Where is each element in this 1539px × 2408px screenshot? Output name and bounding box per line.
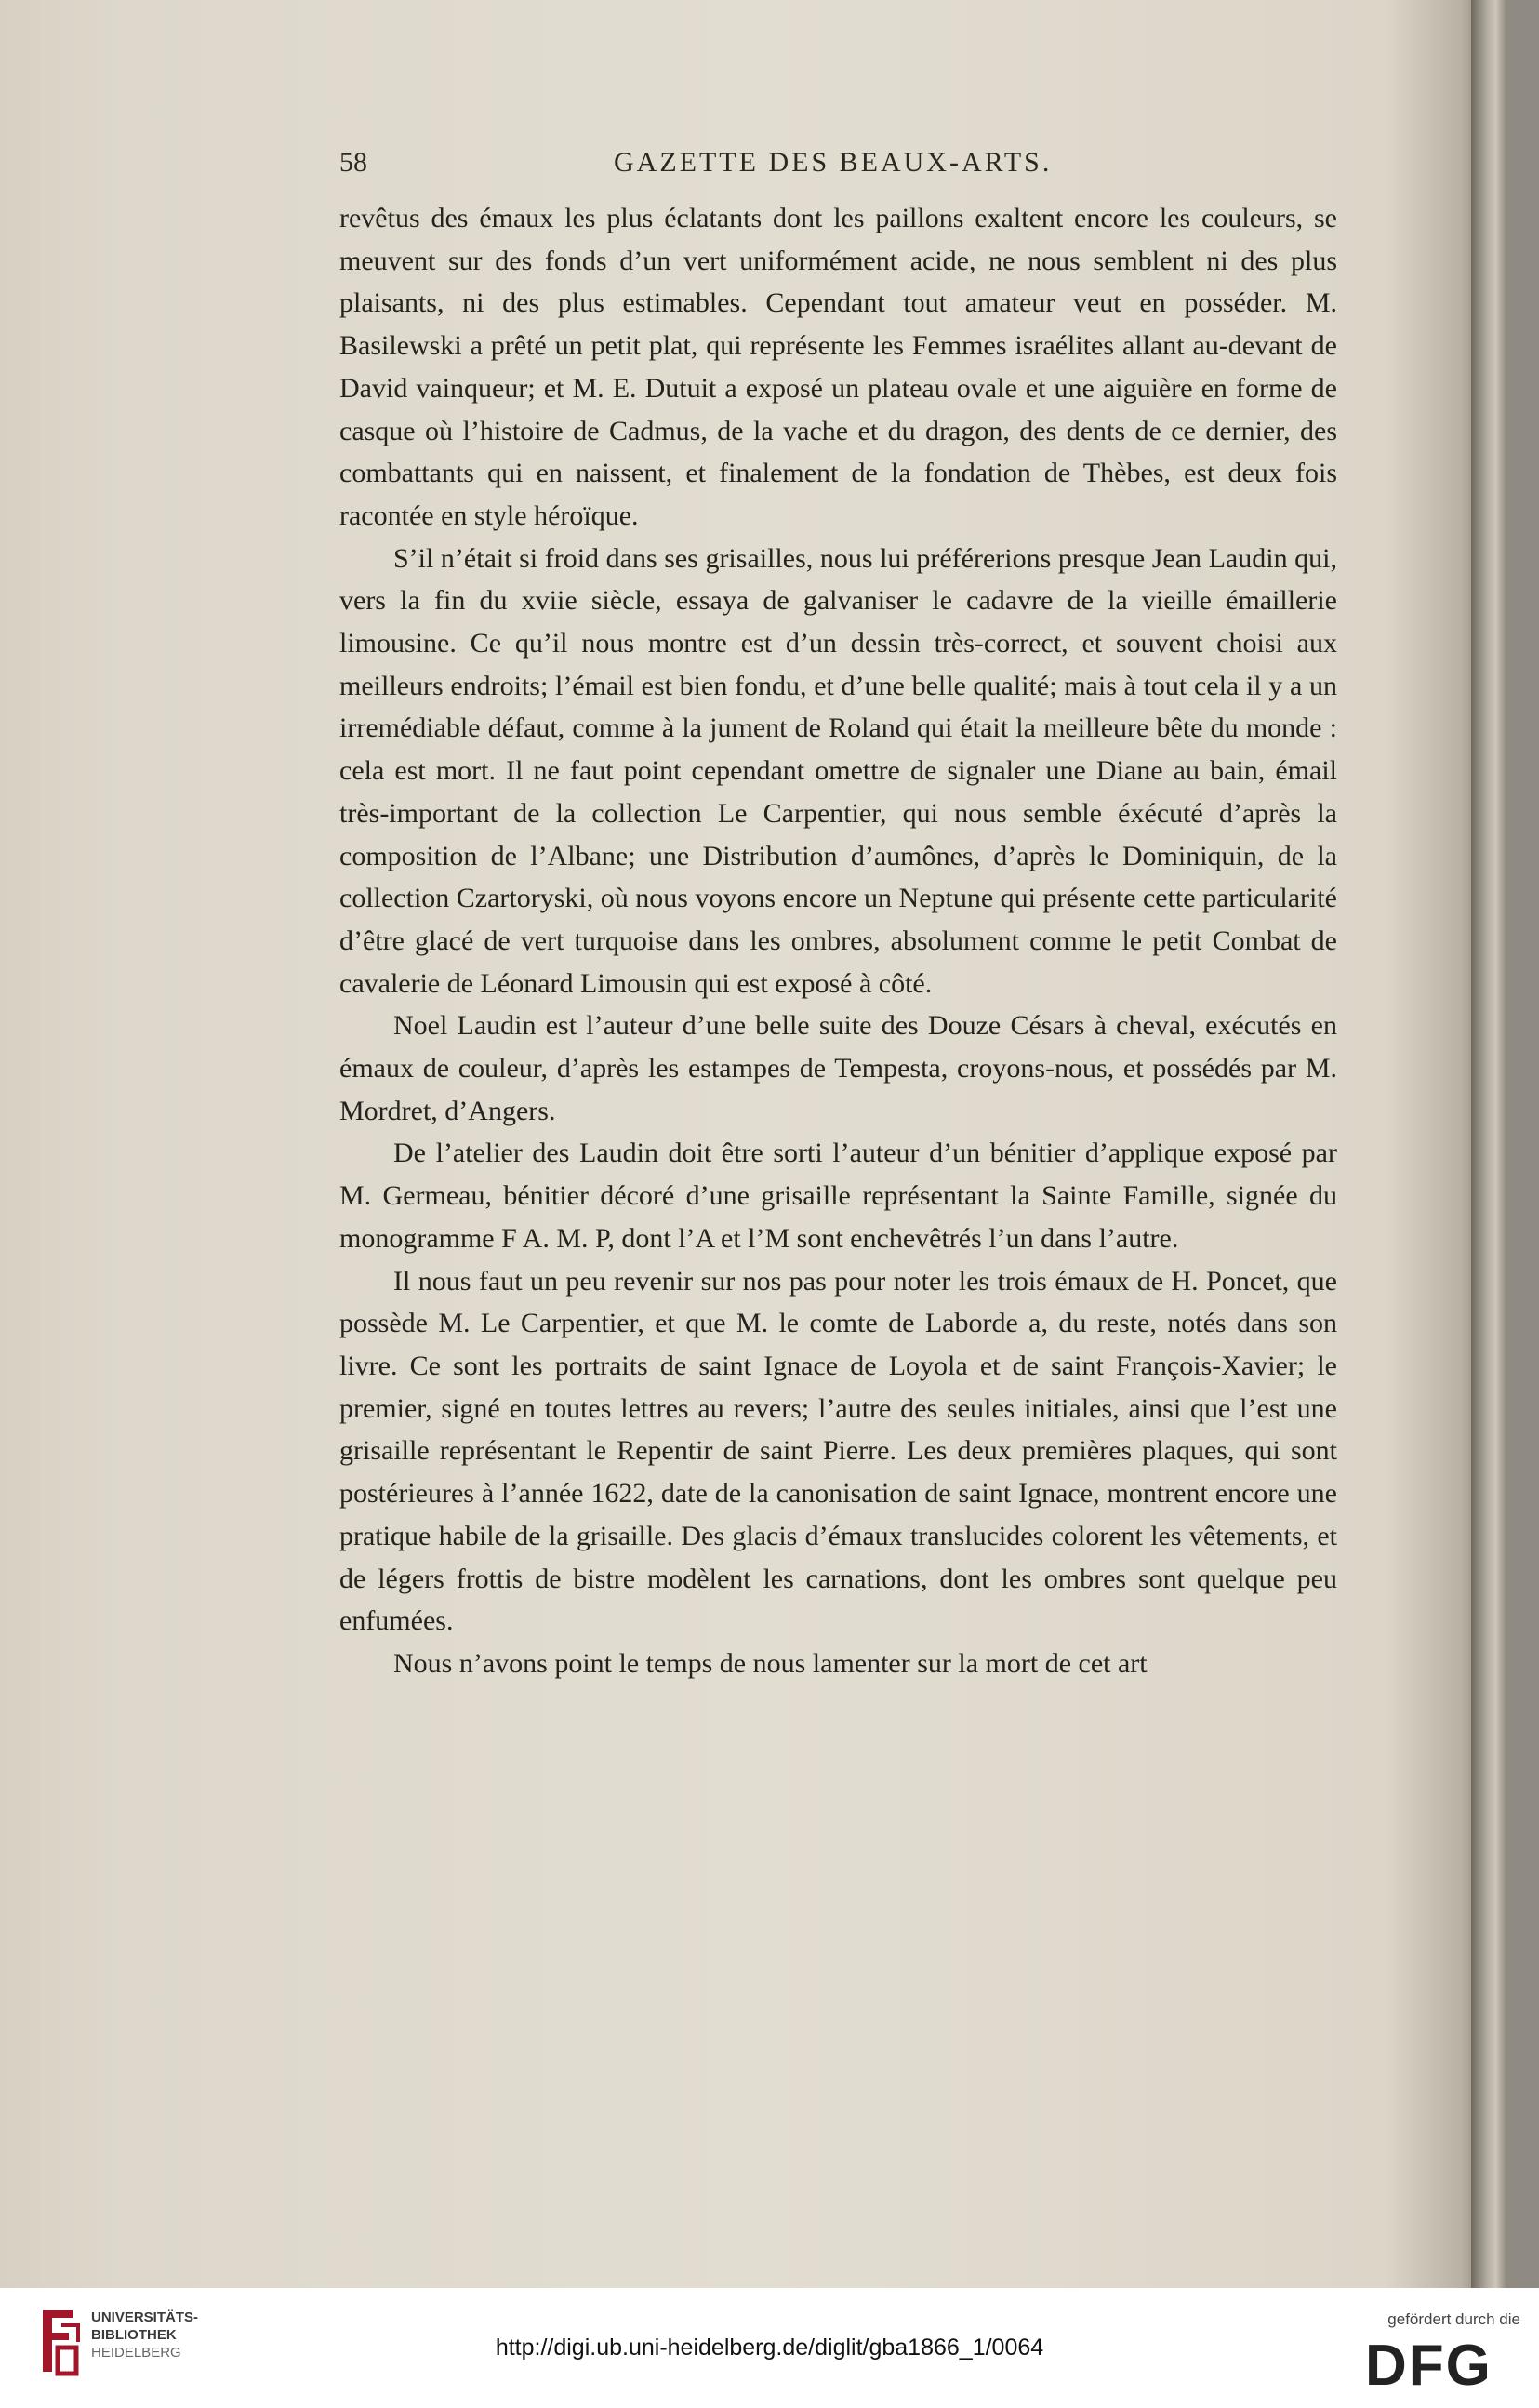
library-name[interactable] (91, 2308, 198, 2361)
paragraph-2: S’il n’était si froid dans ses grisailles, nous lui préférerions presque Jean Laudin qui, vers la fin du xviie siècle, essaya de galvaniser le cadavre de la vieille émaillerie limousine. Ce qu’il nous montre est d’un dessin très-correct, et souvent choisi aux meilleurs endroits; l’émail est bien fondu, et d’une belle qualité; mais à tout cela il y a un irremédiable défaut, comme à la jument de Roland qui était la meilleure bête du monde : cela est mort. Il ne faut point cependant omettre de signaler une Diane au bain, émail très-important de la collection Le Carpentier, qui nous semble éxécuté d’après la composition de l’Albane; une Distribution d’aumônes, d’après le Dominiquin, de la collection Czartoryski, où nous voyons encore un Neptune qui présente cette particularité d’être glacé de vert turquoise dans les ombres, absolument comme le petit Combat de cavalerie de Léonard Limousin qui est exposé à côté. (339, 542, 1337, 999)
paragraph-1: revêtus des émaux les plus éclatants dont les paillons exaltent encore les couleurs, se meuvent sur des fonds d’un vert uniformément acide, ne nous semblent ni des plus plaisants, ni des plus estimables. Cependant tout amateur veut en posséder. M. Basilewski a prêté un petit plat, qui représente les Femmes israélites allant au-devant de David vainqueur; et M. E. Dutuit a exposé un plateau ovale et une aiguière en forme de casque où l’histoire de Cadmus, de la vache et du dragon, des dents de ce dernier, des combattants qui en naissent, et finalement de la fondation de Thèbes, est deux fois racontée en style héroïque. (339, 203, 1337, 531)
university-library-logo-icon[interactable] (35, 2305, 82, 2379)
paragraph-5: Il nous faut un peu revenir sur nos pas pour noter les trois émaux de H. Poncet, que possède M. Le Carpentier, et que M. le comte de Laborde a, du reste, notés dans son livre. Ce sont les portraits de saint Ignace de Loyola et de saint François-Xavier; le premier, signé en toutes lettres au revers; l’autre des seules initiales, ainsi que l’est une grisaille représentant le Repentir de saint Pierre. Les deux premières plaques, qui sont postérieures à l’année 1622, date de la canonisation de saint Ignace, montrent encore une pratique habile de la grisaille. Des glacis d’émaux translucides colorent les vêtements, et de légers frottis de bistre modèlent les carnations, dont les ombres sont quelque peu enfumées. (339, 1265, 1337, 1637)
permalink-url[interactable]: http://digi.ub.uni-heidelberg.de/diglit/gba1866_1/0064 (495, 2335, 1044, 2361)
body-text (339, 197, 1337, 1685)
viewer-footer (0, 2288, 1539, 2408)
book-spine-edge (1471, 0, 1506, 2288)
dfg-logo[interactable]: DFG (1365, 2334, 1493, 2398)
funded-by-label: gefördert durch die (1387, 2310, 1520, 2328)
page-number: 58 (339, 147, 367, 178)
paragraph-6: Nous n’avons point le temps de nous lamenter sur la mort de cet art (393, 1647, 1148, 1679)
library-name-line-2: BIBLIOTHEK (91, 2327, 177, 2343)
paragraph-4: De l’atelier des Laudin doit être sorti l’auteur d’un bénitier d’applique exposé par M. Germeau, bénitier décoré d’une grisaille représentant la Sainte Famille, signée du monogramme F A. M. P, dont l’A et l’M sont enchevêtrés l’un dans l’autre. (339, 1137, 1337, 1254)
paragraph-3: Noel Laudin est l’auteur d’une belle suite des Douze Césars à cheval, exécutés en émaux de couleur, d’après les estampes de Tempesta, croyons-nous, et possédés par M. Mordret, d’Angers. (339, 1010, 1337, 1126)
library-name-line-1: UNIVERSITÄTS- (91, 2309, 199, 2325)
library-name-line-3: HEIDELBERG (91, 2345, 181, 2361)
running-head (339, 138, 1344, 184)
journal-title: GAZETTE DES BEAUX-ARTS. (614, 147, 1053, 178)
